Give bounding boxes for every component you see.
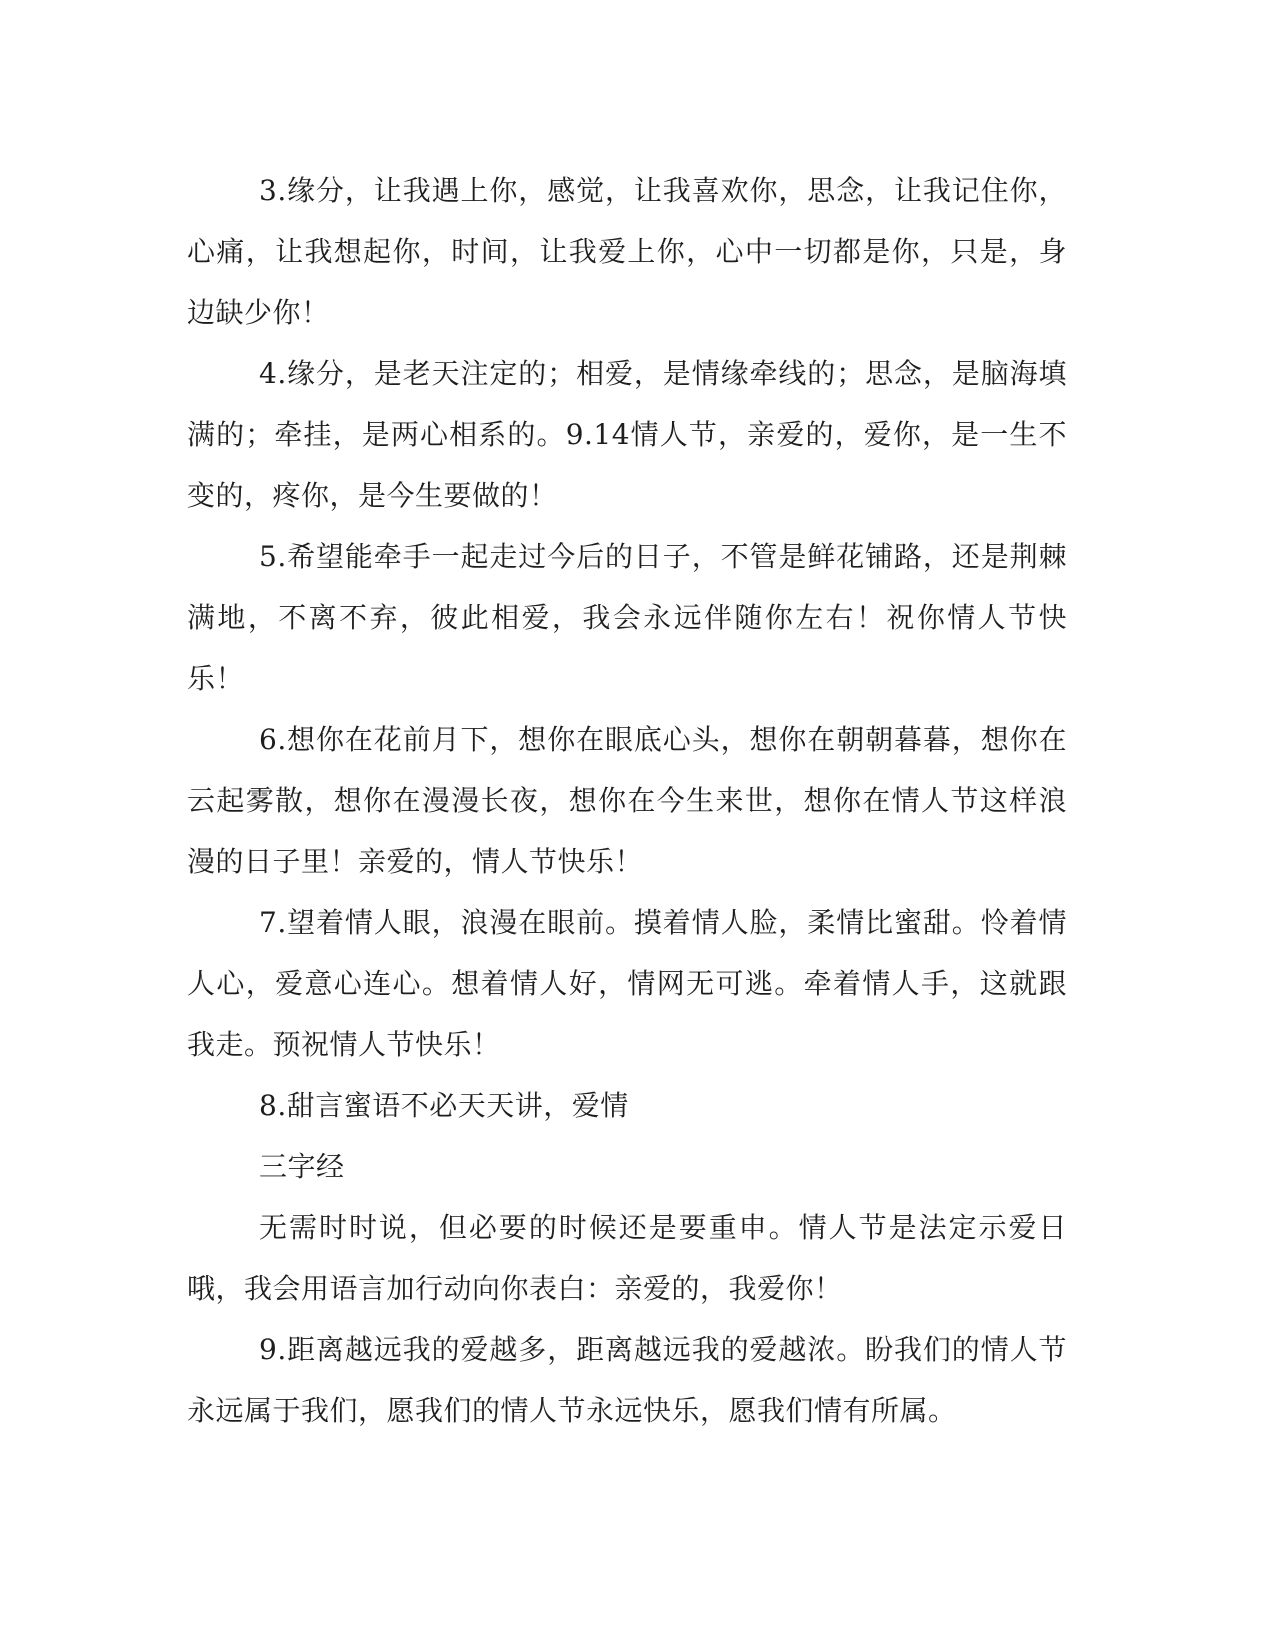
paragraph-7: 7.望着情人眼，浪漫在眼前。摸着情人脸，柔情比蜜甜。怜着情人心，爱意心连心。想着情人好，情网无可逃。牵着情人手，这就跟我走。预祝情人节快乐！ [187, 906, 1067, 1061]
paragraph-9: 9.距离越远我的爱越多，距离越远我的爱越浓。盼我们的情人节永远属于我们，愿我们的情人节永远快乐，愿我们情有所属。 [187, 1333, 1067, 1427]
paragraph-8: 8.甜言蜜语不必天天讲，爱情 [259, 1089, 629, 1122]
document-body [187, 160, 1067, 1441]
paragraph-5: 5.希望能牵手一起走过今后的日子，不管是鲜花铺路，还是荆棘满地，不离不弃，彼此相爱，我会永远伴随你左右！祝你情人节快乐！ [187, 540, 1067, 695]
paragraph-6: 6.想你在花前月下，想你在眼底心头，想你在朝朝暮暮，想你在云起雾散，想你在漫漫长夜，想你在今生来世，想你在情人节这样浪漫的日子里！亲爱的，情人节快乐！ [187, 723, 1067, 878]
paragraph-3: 3.缘分，让我遇上你，感觉，让我喜欢你，思念，让我记住你，心痛，让我想起你，时间，让我爱上你，心中一切都是你，只是，身边缺少你！ [187, 174, 1067, 329]
paragraph-heading-sanzijing: 三字经 [259, 1150, 345, 1183]
paragraph-4: 4.缘分，是老天注定的；相爱，是情缘牵线的；思念，是脑海填满的；牵挂，是两心相系的。9.14情人节，亲爱的，爱你，是一生不变的，疼你，是今生要做的！ [187, 357, 1067, 512]
paragraph-8-continued: 无需时时说，但必要的时候还是要重申。情人节是法定示爱日哦，我会用语言加行动向你表白：亲爱的，我爱你！ [187, 1211, 1067, 1305]
